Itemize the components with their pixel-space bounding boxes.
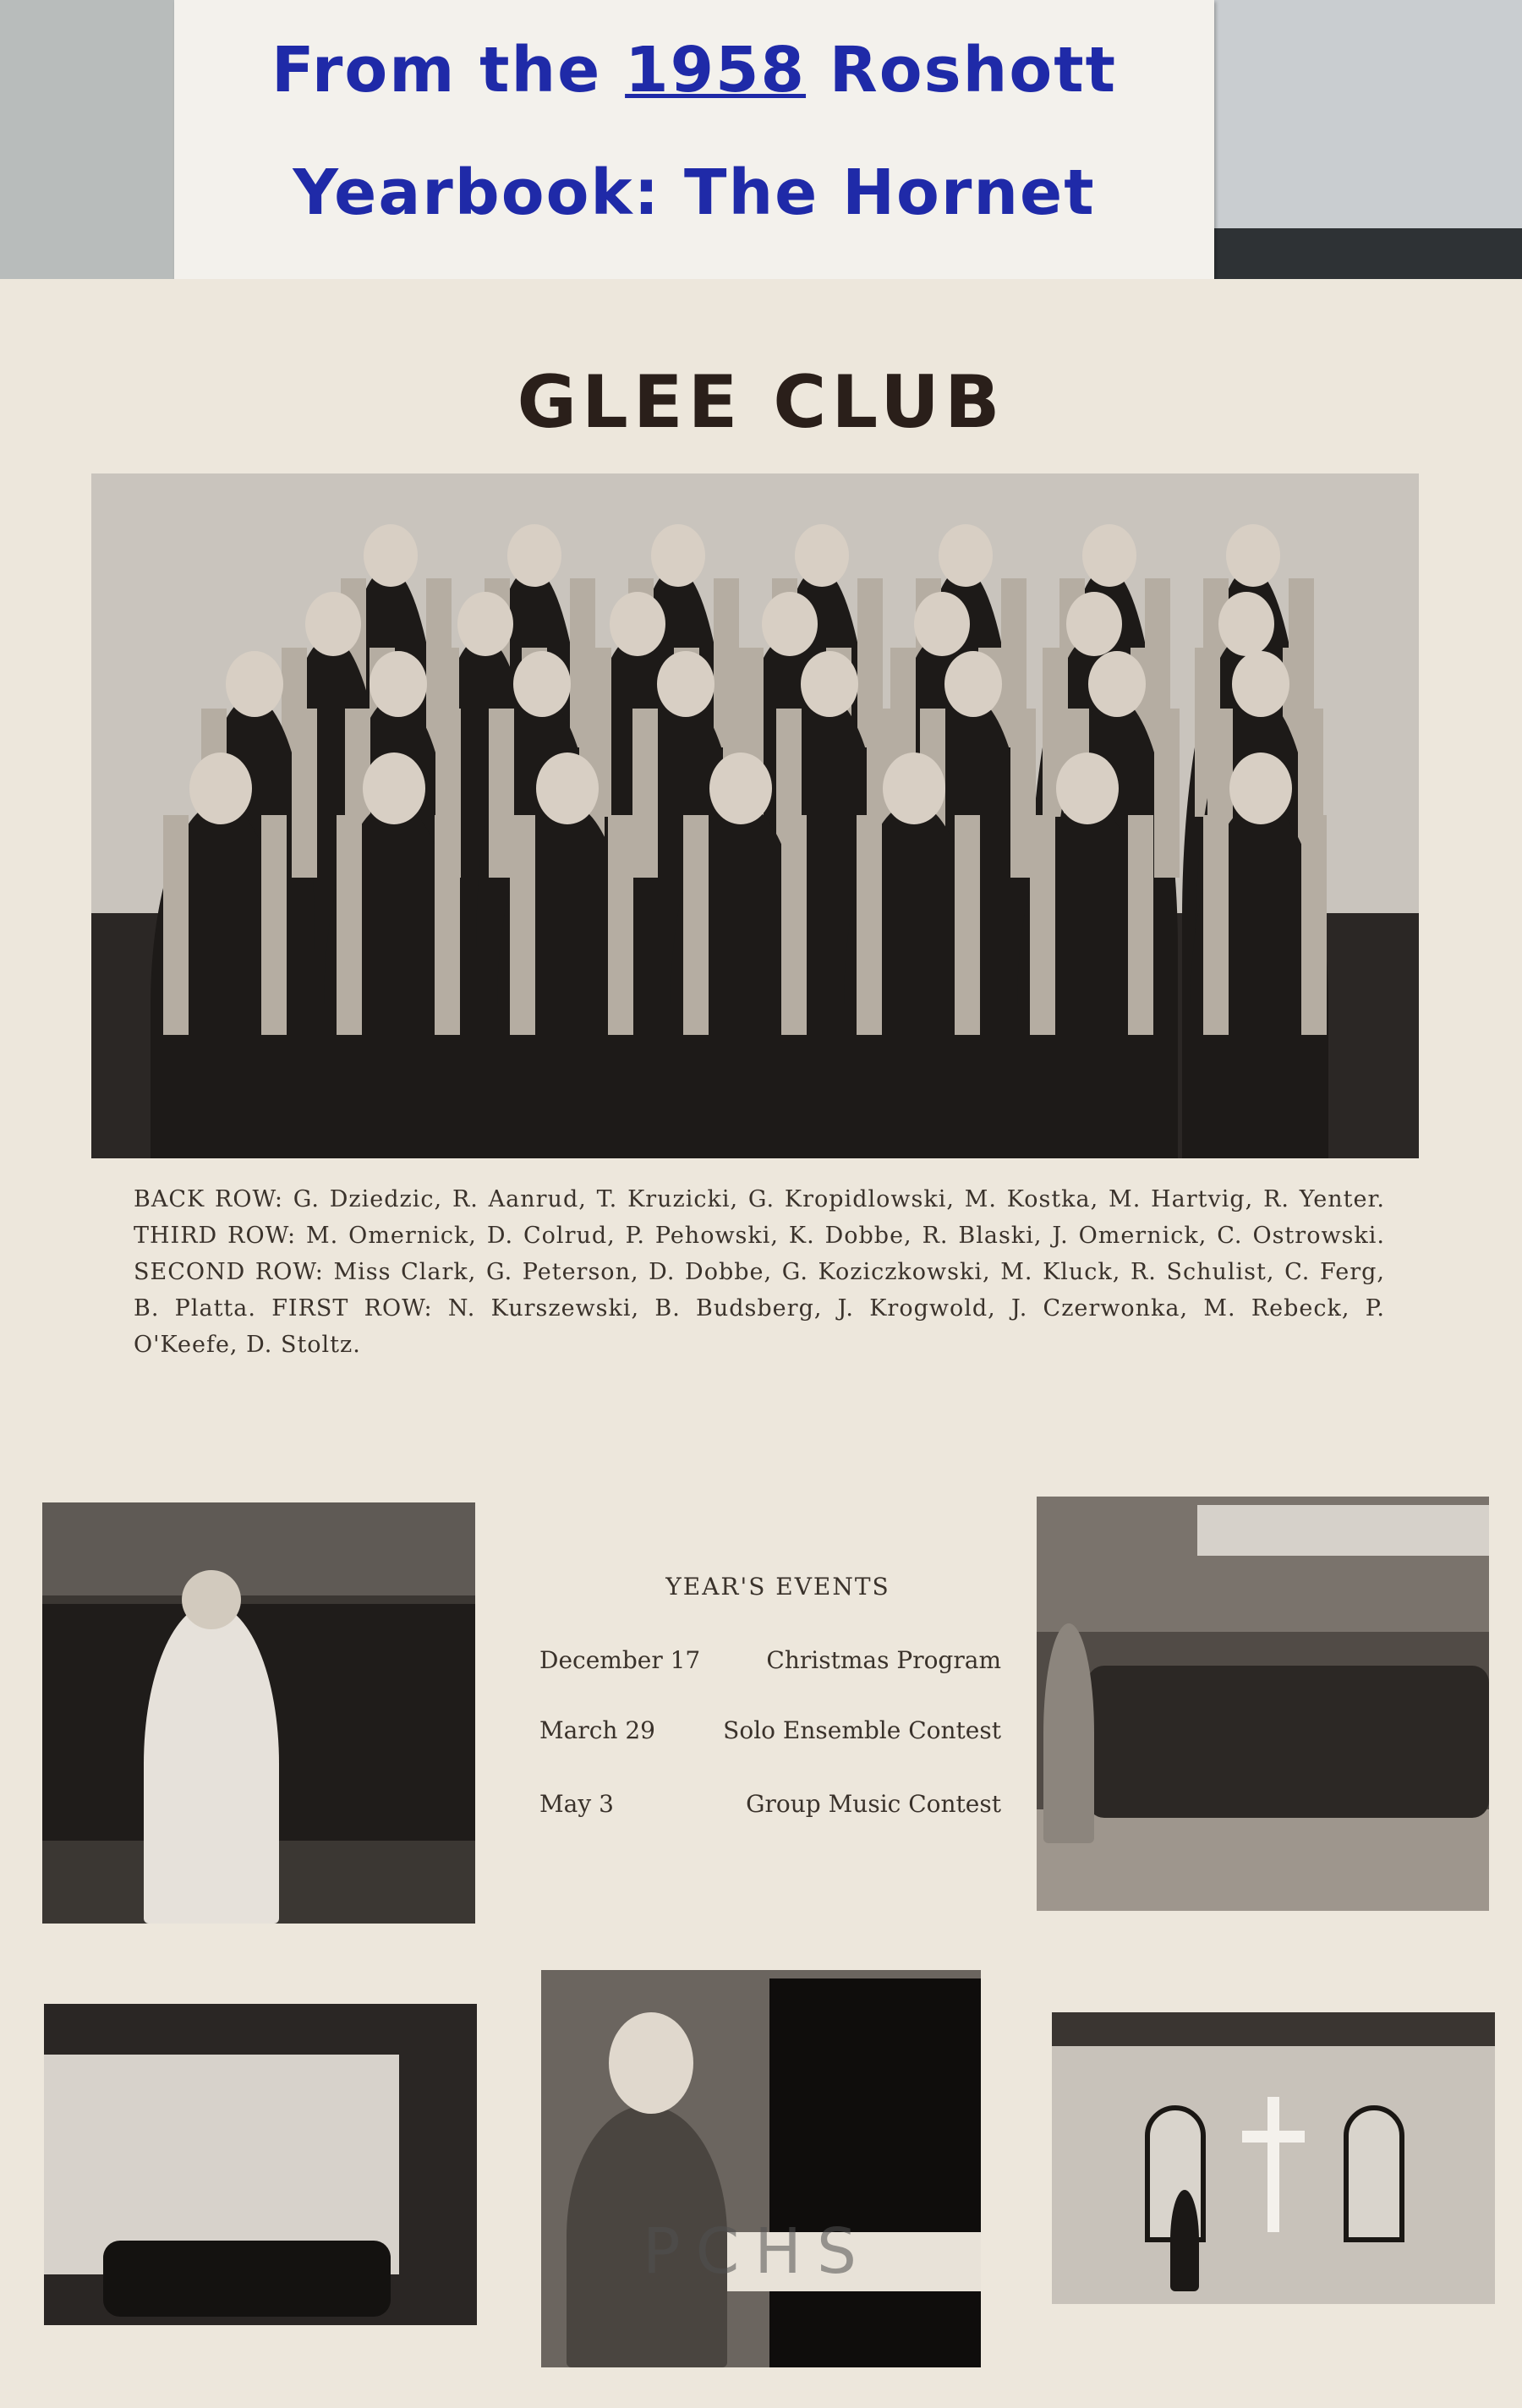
- choir-member-head: [1232, 651, 1289, 717]
- choir-member-head: [914, 592, 970, 656]
- piano: [769, 1978, 981, 2367]
- choir-member-head: [657, 651, 714, 717]
- event-name: Group Music Contest: [746, 1790, 1001, 1818]
- event-date: March 29: [539, 1716, 655, 1744]
- event-date: December 17: [539, 1646, 701, 1674]
- choir-member-head: [364, 524, 418, 587]
- events-title: YEAR'S EVENTS: [665, 1573, 890, 1601]
- director-head: [182, 1570, 241, 1629]
- choir-member-head: [226, 651, 283, 717]
- photo-ceiling: [1197, 1505, 1489, 1556]
- choir-member-stole: [1154, 709, 1180, 878]
- choir-member-stole: [292, 709, 317, 878]
- choir-member-stole: [955, 815, 980, 1035]
- choir-member-stole: [683, 815, 709, 1035]
- event-name: Solo Ensemble Contest: [723, 1716, 1001, 1744]
- choir-member-head: [370, 651, 427, 717]
- photo-director: [42, 1502, 475, 1924]
- choir-member-stole: [1128, 815, 1153, 1035]
- choir-member-stole: [781, 815, 807, 1035]
- choir-member-head: [536, 752, 599, 824]
- choir-member-head: [1088, 651, 1146, 717]
- choir-member-head: [801, 651, 858, 717]
- choir-member-stole: [1030, 815, 1055, 1035]
- binder-edge: [1209, 228, 1522, 279]
- choir-member-head: [1226, 524, 1280, 587]
- group-photo: [91, 473, 1419, 1158]
- background-left: [0, 0, 178, 304]
- photo-floor: [1037, 1809, 1489, 1911]
- choir-member-head: [610, 592, 665, 656]
- choir-member-stole: [632, 709, 658, 878]
- choir-member-stole: [608, 815, 633, 1035]
- page-title: GLEE CLUB: [517, 360, 1005, 445]
- seated-group: [1087, 1666, 1489, 1818]
- event-name: Christmas Program: [766, 1646, 1001, 1674]
- choir-member-stole: [1301, 815, 1327, 1035]
- event-date: May 3: [539, 1790, 614, 1818]
- director-figure: [144, 1604, 279, 1924]
- pianist-head: [609, 2012, 693, 2114]
- church-window-right: [1344, 2105, 1404, 2242]
- choir-member-stole: [261, 815, 287, 1035]
- photo-caption: BACK ROW: G. Dziedzic, R. Aanrud, T. Kruzicki, G. Kropidlowski, M. Kostka, M. Hartvig, R. Yenter. THIRD ROW: M. Omernick, D. Colrud, P. Pehowski, K. Dobbe, R. Blaski, J. Omernick, C. Ostrowski. SECOND ROW: Miss Clark, G. Peterson, D. Dobbe, G. Koziczkowski, M. Kluck, R. Schulist, C. Ferg, B. Platta. FIRST ROW: N. Kurszewski, B. Budsberg, J. Krogwold, J. Czerwonka, M. Rebeck, P. O'Keefe, D. Stoltz.: [134, 1186, 1385, 1358]
- choir-member-head: [1082, 524, 1136, 587]
- note-prefix: From the: [271, 34, 626, 107]
- choir-member-head: [189, 752, 252, 824]
- choir-member-head: [1066, 592, 1122, 656]
- cross-icon: [1267, 2097, 1279, 2232]
- note-line-1: [174, 34, 1214, 107]
- silhouette-figures: [103, 2241, 391, 2317]
- choir-member-head: [507, 524, 561, 587]
- yearbook-page: [0, 279, 1522, 2408]
- choir-member-stole: [510, 815, 535, 1035]
- choir-member-stole: [857, 815, 882, 1035]
- choir-member-head: [939, 524, 993, 587]
- handwritten-note: [174, 0, 1214, 283]
- choir-member-head: [363, 752, 425, 824]
- choir-member-head: [709, 752, 772, 824]
- photo-nativity-stage: [44, 2004, 477, 2325]
- choir-member-head: [1229, 752, 1292, 824]
- note-year: 1958: [625, 34, 807, 107]
- photo-pianist: [541, 1970, 981, 2367]
- photo-rehearsal: [1037, 1497, 1489, 1911]
- cross-bar: [1242, 2131, 1305, 2143]
- photo-church-stage: [1052, 2012, 1495, 2304]
- choir-member-head: [513, 651, 571, 717]
- photo-ceiling: [1052, 2012, 1495, 2046]
- choir-member-head: [1056, 752, 1119, 824]
- photo-wall: [42, 1502, 475, 1595]
- choir-member-stole: [1203, 815, 1229, 1035]
- choir-member-head: [762, 592, 818, 656]
- choir-member-head: [1218, 592, 1274, 656]
- choir-member-stole: [163, 815, 189, 1035]
- choir-member-head: [883, 752, 945, 824]
- choir-member-head: [305, 592, 361, 656]
- choir-member-head: [944, 651, 1002, 717]
- note-line-2: Yearbook: The Hornet: [293, 156, 1096, 229]
- choir-member-head: [795, 524, 849, 587]
- choir-member-head: [651, 524, 705, 587]
- watermark: PCHS: [643, 2215, 872, 2288]
- choir-member-stole: [337, 815, 362, 1035]
- choir-member-stole: [435, 815, 460, 1035]
- note-suffix: Roshott: [806, 34, 1117, 107]
- conductor-figure: [1043, 1623, 1094, 1843]
- choir-member-head: [457, 592, 513, 656]
- stage-figure: [1170, 2190, 1199, 2291]
